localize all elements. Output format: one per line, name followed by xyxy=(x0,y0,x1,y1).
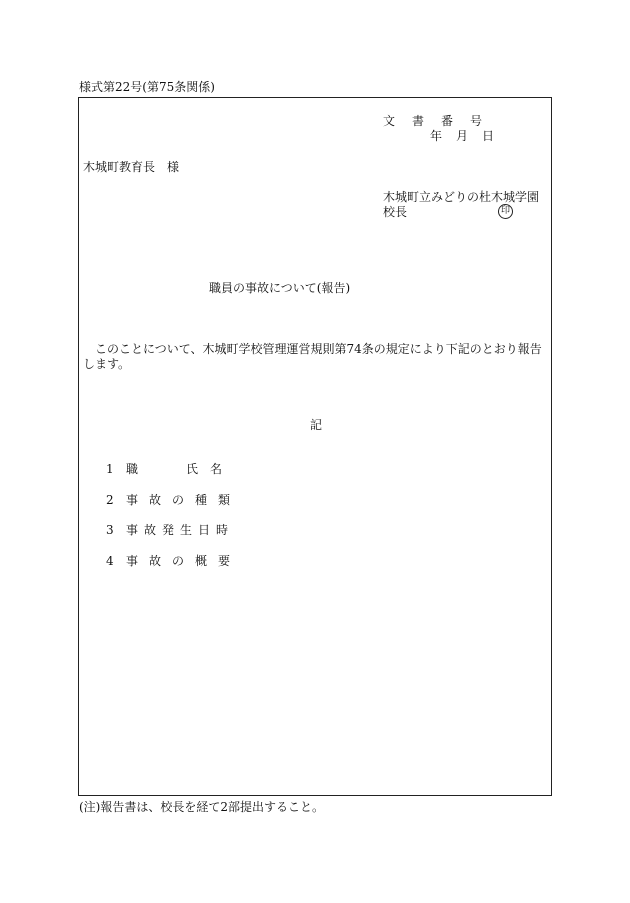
document-number-label: 文書番号 xyxy=(383,114,500,128)
item-number: 4 xyxy=(106,554,114,568)
document-title: 職員の事故について(報告) xyxy=(209,281,351,295)
item-number: 1 xyxy=(106,462,114,476)
form-number: 様式第22号(第75条関係) xyxy=(79,80,215,94)
list-item xyxy=(106,493,242,507)
sender-school: 木城町立みどりの杜木城学園 xyxy=(383,190,540,204)
seal-mark: 印 xyxy=(498,204,513,219)
body-text: このことについて、木城町学校管理運営規則第74条の規定により下記のとおり報告します。 xyxy=(83,342,542,371)
footnote: (注)報告書は、校長を経て2部提出すること。 xyxy=(79,800,324,814)
item-label: 事故発生日時 xyxy=(126,523,235,537)
item-label: 職 氏 名 xyxy=(126,462,223,476)
item-label: 事故の種類 xyxy=(126,493,242,507)
list-item xyxy=(106,554,242,568)
list-item xyxy=(106,523,236,537)
list-item xyxy=(106,462,236,476)
item-number: 3 xyxy=(106,523,114,537)
item-label: 事故の概要 xyxy=(126,554,242,568)
item-number: 2 xyxy=(106,493,114,507)
sender-title: 校長 xyxy=(383,205,408,219)
ki-heading: 記 xyxy=(310,418,323,432)
date-label: 年月日 xyxy=(430,129,509,143)
addressee: 木城町教育長 様 xyxy=(83,160,180,174)
